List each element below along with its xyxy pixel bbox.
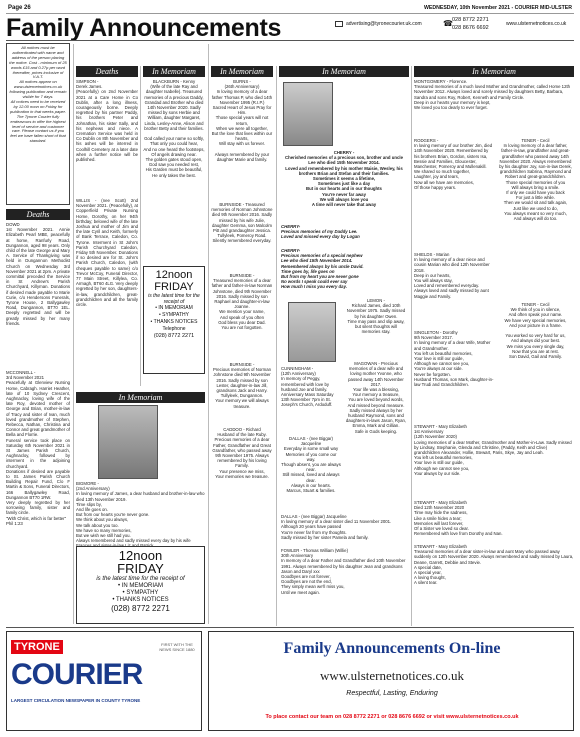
courier-logo-side: FIRST WITH THE NEWS SINCE 1880 — [159, 642, 195, 652]
col-divider-3 — [208, 44, 209, 624]
notice-willis: WILLIS - (nee Scott) 2nd November 2021. (Peacefully), at Copperfield Private Nursing Home, Dorothy, on her 94th birthday; beloved wife of the late Joshua and mother of Jim and the late Cyril and Keith, formerly of Bank Terrace, Caledon, Co. Tyrone. Interment in St John's Parish Churchyard Caledon, Friday 5th November. Donations if so desired are for St. John's Parish Church, Caledon, (with cheques payable to same) c/o Trevor McCoy, Funeral Director, 77 Main Street, Killylea, Co. Armagh, BT60 4LG. Very deeply regretted by her son, daughters-in-law, grandchildren, great-grandchildren and all the family circle. — [76, 198, 138, 308]
date-line: WEDNESDAY, 10th November 2021 - COURIER MID-ULSTER — [424, 5, 572, 11]
notice-lemon: LEMON - Richard James, died 10th November 1975. Sadly missed by his daughter Owen. Time may pass and slip away, but silent thoughts will memories stay. — [346, 298, 406, 335]
ad-small-text: is the latest time for the receipt of — [148, 293, 200, 305]
header-phone-2[interactable]: 028 8676 6692 — [452, 25, 489, 31]
deaths-header-col2: Deaths — [76, 66, 138, 77]
ad-small-item-3: • THANKS NOTICES — [150, 319, 198, 325]
notice-burns: BURNS - (26th Anniversary) In loving memory of a dear father Thomas P, who died 14th November 1995 (R.I.P.) Sacred Heart of Jesus Pray for Him. Those special years will not return, When we were all together, But the love that lives within our hearts, Will stay with us forever. Always remembered by your daughter Marie and family. — [211, 79, 273, 163]
notice-box: All notices must be authenticated with name and address of the person placing the notice. Cost - minimum of 25 words £15 and 0.27p per word thereafter, prices inclusive of V.A.T. All notices appear on www.ulsternetnotices.co.uk following publication and remain visible for 7 days. All notices need to be received by 12.00 noon on Friday for publication in that weeks paper. The Tyrone Courier fully endeavours to offer the highest level of service and customer care. Please contact us if you feel we have fallen short of that standard. — [6, 43, 70, 205]
online-banner — [208, 631, 574, 731]
memoriam-header-col3: In Memoriam — [211, 66, 273, 77]
ad-small-item-2: • SYMPATHY — [159, 312, 189, 318]
footer-rule — [6, 627, 574, 628]
ad-large-text: is the latest time for the receipt of — [96, 576, 185, 582]
ad-large-item-1: • IN MEMORIAM — [117, 583, 164, 589]
notice-dallas-2: DALLAS - (nee Biggar) Jacqueline In loving memory of a dear sister died 11 November 2001. Although 20 years have passed You're never far from my thoughts. Sadly missed by her sister Pamela and family. — [281, 514, 392, 540]
deadline-ad-small — [143, 266, 205, 374]
ad-large-item-2: • SYMPATHY — [122, 590, 159, 596]
page-number: Page 26 — [8, 5, 31, 11]
online-url[interactable]: www.ulsternetnotices.co.uk — [320, 668, 464, 683]
ad-large-item-3: • THANKS NOTICES — [112, 597, 169, 603]
notice-dallas: DALLAS - (nee Biggar) Jacqueline Everyday in some small way Memories of you come our way. Though absent, you are always near. Still missed, loved and always dear. Always in our hearts. Marcus, Stuart & families. — [281, 436, 341, 494]
courier-logo — [6, 631, 202, 731]
cunningham-photo — [288, 302, 336, 362]
notice-rodgers: RODGERS - In loving memory of our brother Jim, died 14th November 2020. Remembered by his brothers Brian, Gordon, sisters Isa, Bessie and Families, Gloucester, Manchester, Pomeroy and Mullenakill. We shared so much together, Laughter, joy and tears, Now all we have are memories, Of those happy years. — [414, 138, 493, 190]
notice-stewart-1: STEWART - Mary Elizabeth 1st Anniversary (12th November 2020) Loving memories of a dear Mother, Grandmother and Mother-in-Law. Sadly missed by Lindsay, Stephanie, Glenda and Christine, (Paddy, Keith and Clive) grandchildren Alexander, Hollie, Stewart, Paris, Skye, Jay and Leah. You left us beautiful memories, Your love is still our guide, Although we cannot see you, Your always by our side. — [414, 424, 572, 476]
notice-cherry-1: CHERRY - Cherished memories of a precious son, brother and uncle Lee who died 15th November 2014. Loved and remembered by his mother Maisie, Wesley, his brothers Brian and Stefan and their families. Sometimes it seems a lifetime, Sometimes just like a day But in our hearts and in our thoughts You're never far away We will always love you A time will never take that away — [285, 150, 403, 208]
notice-tener-2: TENER - Cecil We think of you in silence, And often speak your name. We have very special memories, And your picture in a frame. You worked so very hard for us, And always did your best. We miss you every single day, Now that you are at rest. Son David, Gail and Family. — [504, 302, 567, 360]
notice-stewart-2: STEWART - Mary Elizabeth Died 12th November 2020 Time may hide the sadness, Like a smile hides a tear; Memories will last forever, Of a Sister we loved so dear. Remembered with love from Dorothy and Nan. — [414, 500, 503, 537]
online-tagline: Respectful, Lasting, Enduring — [346, 690, 438, 697]
memoriam-header-col5: In Memoriam — [414, 66, 574, 77]
header-rule-bottom — [6, 40, 574, 41]
notice-tener-1: TENER - Cecil In loving memory of a dear father, father-in-law, grandfather and great-grandfather who passed away 14th November 2020. Always remembered by his daughter Joy, son-in-law Derek, grandchildren Sabrina, Raymond and Robert and great-grandchildren. Those special memories of you Will always bring a smile. If only we could have you back For just a little while. Then we would sit and talk again, Just like we used to do, You always meant so very much, And always will do too. — [499, 138, 572, 222]
col-divider-4 — [276, 66, 277, 626]
notice-blackburn: BLACKBURN - Kenny (Wife of the late Ray and daughter Isabelle). Treasured memories of a precious Daddy, Grandad and Brother who died 14th November 2020. Sadly missed by sons Herbie and William, daughter Margaret, Linda, Lesley-Anne, Alison and brother Betty and their families. God called your name so softly, That only you could hear, And no one heard the footsteps, Of angels drawing near. The golden gates stood open, God saw you needed rest, His Garden must be beautiful, He only takes the best. — [143, 79, 205, 178]
email-icon — [335, 21, 343, 27]
ad-small-tel-label: Telephone — [162, 326, 186, 332]
notice-montgomery: MONTGOMERY - Florence. Treasured memories of a much loved Mother and Grandmother, called Home 12th November 2012. Always loved and sorely missed by daughters Betty, Barbara, Sandra and sons Roy, Robert, Kenneth and Family Circle. Deep in our hearts your memory is kept, We loved you too dearly to ever forget. — [414, 79, 571, 111]
phone-icon: ☎ — [443, 19, 453, 28]
courier-logo-tagline: LARGEST CIRCULATION NEWSPAPER IN COUNTY TYRONE — [11, 698, 141, 703]
memoriam-header-bigmore: In Memoriam — [76, 392, 205, 403]
notice-cherry-2: CHERRY- Precious memories of my Daddy Lee. Loved and missed every day by Logan — [281, 224, 360, 240]
notice-burnside-3: BURNSIDE - Precious memories of Norman Johnstone died 9th November 2016. Sadly missed by son Lester, daughter-in-law Jill, grandsons Jack and Harry. Tullyleek, Dungannon. Your memory we will always treasure. — [212, 362, 272, 409]
deadline-ad-large — [76, 546, 205, 624]
notice-cunningham: CUNNINGHAM - (12th Anniversary) In memory of Peggy, remembered with love by husband Joe and family. Anniversary Mass Saturday 13th November 7pm in St. Joseph's Church, Ardoduff. — [281, 366, 334, 408]
col-divider-5 — [411, 66, 412, 626]
cherry-photo — [283, 82, 333, 146]
ad-large-tel[interactable]: (028) 8772 2271 — [111, 604, 170, 613]
notice-mcconnell: MCCONNELL - 3rd November 2021 Peacefully at Glenview Nursing Home, Cabragh. Harriet Heather, late of 10 Sydney Crescent, Aughnacloy, loving wife of the late Roy, devoted mother of George and Brian, mother-in-law of Tracy and sister of Ivan, much loved grandmother of Stephen, Rebecca, Nathan, Christina and Connor and great grandmother of Bella and Florrie. Funeral service took place on Saturday 6th November 2021 in St James Parish Church, Aughnacloy, followed by interment in the adjoining churchyard. Donations if desired are payable to St. James Parish Church Building Repair Fund, C/o F Martin & Sons, Funeral Directors, 166 Ballygawley Road, Dungannon BT70 1RW. Very deeply regretted by her sorrowing family, sister and family circle. "With Christ, which is far better" Phil 1:23 — [6, 370, 70, 526]
notice-dowd: DOWD 1st November 2021. Annie Elizabeth Pearl MBE, peacefully at home, Ranfurly Road, Dungannon, aged 98 years. Only child of the late George and Mary A. Service of Thankgiving was held in Dungannon Methodist Church on Wednesday 3rd November 2021 at 2pm. A private committal preceded the Service in St Andrew's Parish Churchyard, Killyman. Donations if desired made payable to Marie Curie, c/o Hendersons Funerals, Tyrone House, 2 Ballygawley Road, Dungannon, BT70 1EL. Deeply regretted and will be greatly missed by her many friends. — [6, 222, 70, 326]
notice-singleton: SINGLETON - Dorothy 9th November 2017. In loving memory of a dear Wife, Mother and Grandmother. You left us beautiful memories, Your love is still our guide, Although we cannot see you, You're always at our side. Never be forgotten. Husband Thomas, son Mark, daughter-in-law Trudi and Grandchildren. — [414, 330, 494, 388]
courier-logo-name: COURIER — [11, 658, 143, 691]
notice-cherry-3: CHERRY- Precious memories of a special nephew Lee who died 15th November 2014. Remembered always by his uncle David. Time goes by, life goes on But from my heart you are never gone No words I speak could ever say How much I miss you every day. — [281, 248, 364, 290]
ad-large-day: FRIDAY — [117, 561, 164, 576]
memoriam-header-col4: In Memoriam — [279, 66, 409, 77]
online-title: Family Announcements On-line — [283, 640, 501, 657]
notice-caddoo: CADDOO - Richard Husband of the late Ruby. Precious memories of a dear Father, Grandfather and Great Grandfather, who passed away 9th November 1975. Always remembered by his loving Family. Your presence we miss, Your memories we treasure. — [212, 427, 272, 479]
ad-large-time: 12noon — [118, 548, 163, 563]
header-phone-1[interactable]: 028 8772 2271 — [452, 17, 489, 23]
header-web[interactable]: www.ulsternetnotices.co.uk — [506, 21, 567, 27]
notice-shields: SHIELDS - Marian In loving memory of a dear niece and cousin Marian who died 12th November 2018. Deep in our hearts, You will always stay, Loved and remembered everyday. Always loved and sadly missed by aunt Maggie and Family. — [414, 252, 490, 299]
ad-small-day: FRIDAY — [154, 281, 194, 293]
notice-bigmore: BIGMORE - (2nd Anniversary) In loving memory of James, a dear husband and brother-in-law who died 13th November 2019. Time slips by, And life goes on. But from our hearts you're never gone. We think about you always, We talk about you too. We have so many memories, But we wish we still had you. Always remembered and sadly missed every day by his wife Frances and sister-in-law Liz and Patrick. — [76, 481, 205, 549]
deaths-header-col1: Deaths — [6, 209, 70, 220]
col-divider-1 — [73, 44, 74, 624]
ad-small-tel[interactable]: (028) 8772 2271 — [153, 333, 195, 339]
notice-simpson: SIMPSON - Derek James. (Peacefully) on 2nd November 2021 at a Care Home in Co Dublin, after a long illness, courageously borne. Deeply regretted by his partner Paddy, his brothers Peter and Johnathan, his sister Sally, and his nephews and niece. A Cremation Service was held in Co Dublin on 8th November and his ashes will be interred in Coolhill Cemetery at a later date when a further notice will be published. — [76, 79, 138, 163]
bigmore-photo — [98, 405, 158, 479]
notice-burnside-2: BURNSIDE - Treasured memories of a dear father and father-in-law Norman Johnstone, died 9th November 2016. Sadly missed by son Raphael and daughter-in-law Joanne. We mention your name, And speak of you often God bless you dear Dad. You are not forgotten. — [211, 273, 273, 331]
notice-stewart-3: STEWART - Mary Elizabeth Treasured memories of a dear sister-in-law and aunt Mary who passed away suddenly on 12th November 2020. Always remembered and sadly missed by Laura, Deane, Garrett, Debbie and Stevie. A special date, A special year, A loving thought, A silent tear. — [414, 544, 574, 586]
courier-logo-tyrone: TYRONE — [11, 640, 63, 654]
notice-fowler: FOWLER - Thomas William (Willie) 30th Anniversary In memory of a dear Father and Grandfather died 10th November 1991. Always remembered by his daughter Jean and grandsons Jason and Daryl xxx Goodbyes are not forever, Goodbyes are not the end, They simply mean we'll miss you, Until we meet again. — [281, 548, 406, 595]
online-footer: To place contact our team on 028 8772 2271 or 028 8676 6692 or visit www.ulsternetnotices.co.uk — [265, 714, 519, 720]
ad-small-time: 12noon — [155, 269, 193, 281]
ad-small-item-1: • IN MEMORIAM — [155, 305, 193, 311]
page-title: Family Announcements — [6, 14, 282, 42]
header-email[interactable]: advertising@tyronecourier.uk.com — [346, 21, 422, 27]
col-divider-2 — [140, 66, 141, 386]
notice-magowan: MAGOWAN - Precious memories of a dear wife and loving mother Yvonne, who passed away 14th November 2017. Your life was a blessing, Your memory a treasure, You are loved beyond words, And missed beyond measure. Sadly missed always by her husband Raymond, sons and daughters-in-laws Jason, Ryan, Emma, Mark and Gillian. Safe in Gods keeping. — [345, 361, 407, 434]
notice-burnside-1: BURNSIDE - Treasured memories of Norman Johnstone died 9th November 2016. Sadly missed by his wife Julie, daughter Gemma, son Malcolm Pitt and grandaughter Jessica. Tullyleek, Pomeroy Road. Silently remembered everyday. — [211, 202, 273, 244]
memoriam-header-col2b: In Memoriam — [143, 66, 205, 77]
